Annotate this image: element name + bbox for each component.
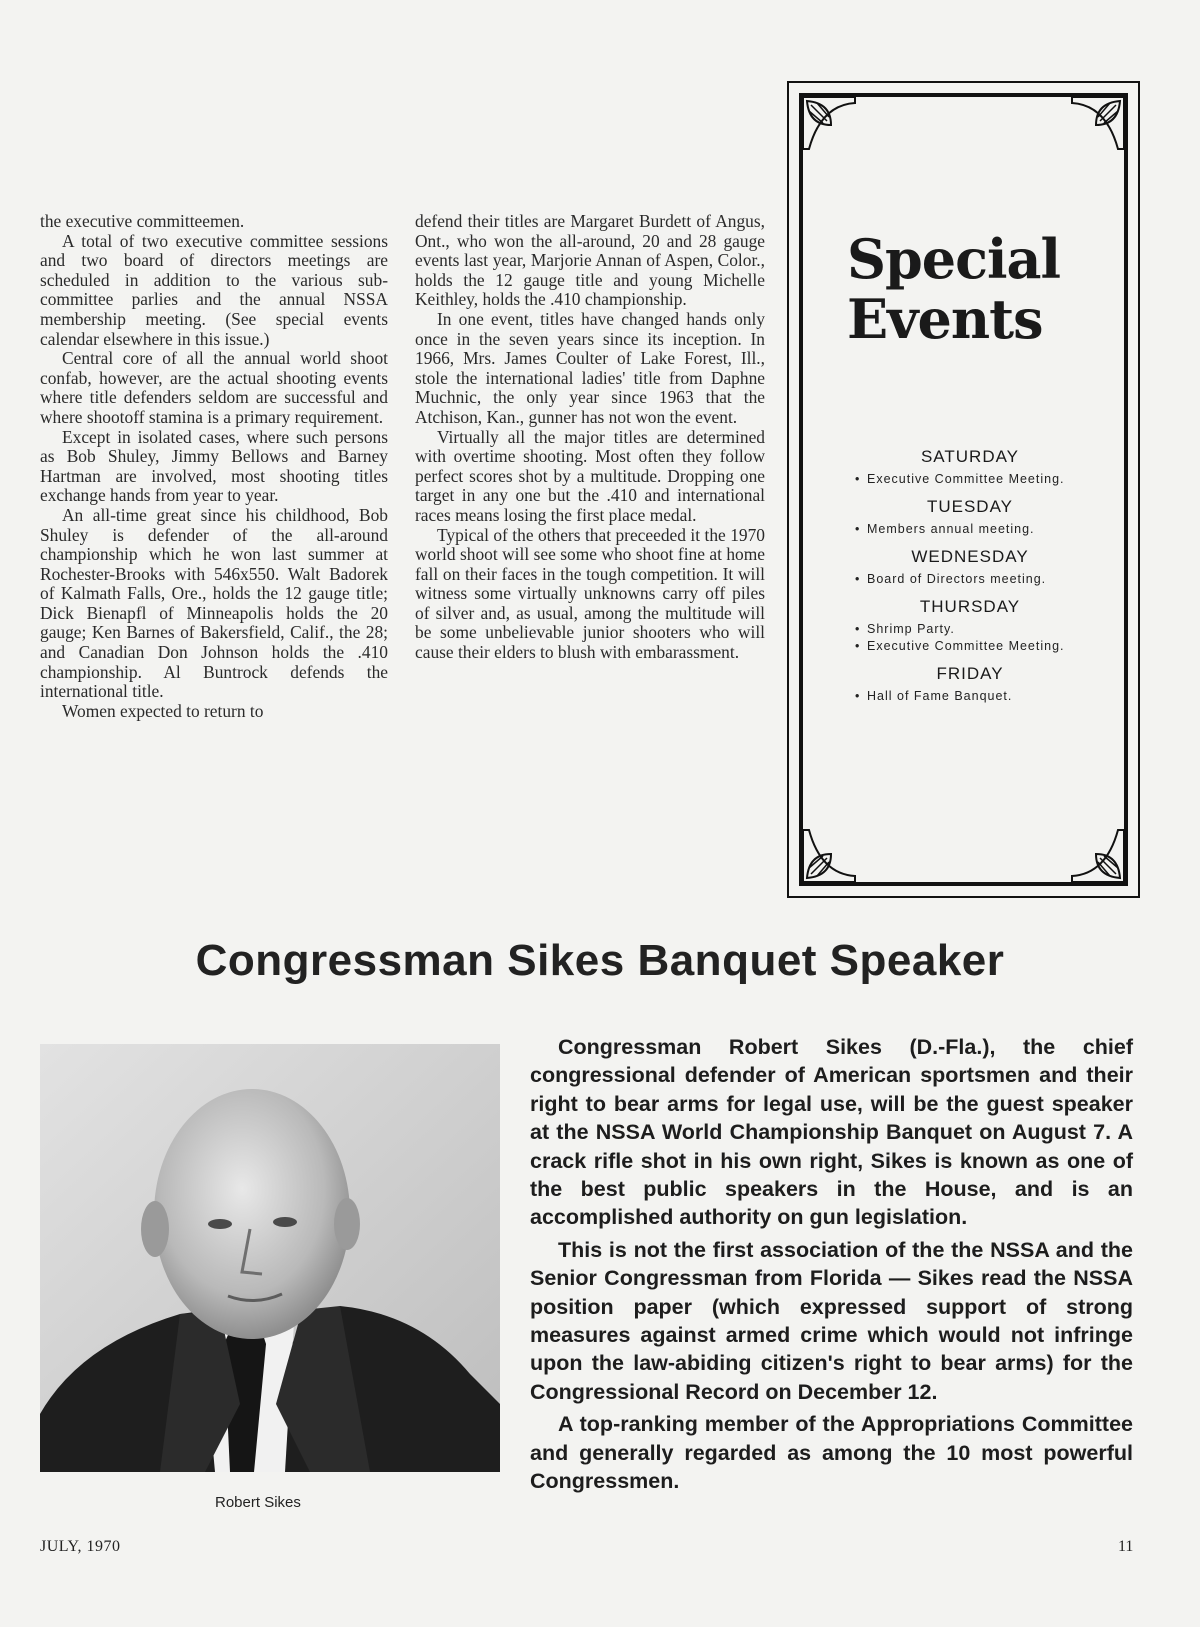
event-item-label: Shrimp Party.	[867, 622, 955, 636]
bullet-icon: •	[855, 622, 861, 636]
events-schedule	[855, 447, 1085, 714]
title-line: Events	[847, 287, 1043, 351]
column1-paragraph: Except in isolated cases, where such persons as Bob Shuley, Jimmy Bellows and Barney Hartman are involved, most shooting titles exchange hands from year to year.	[40, 426, 388, 506]
title-line: Special	[847, 227, 1061, 291]
event-item	[855, 471, 1085, 487]
special-events-box	[787, 81, 1140, 898]
event-item-label: Board of Directors meeting.	[867, 572, 1047, 586]
event-day: TUESDAY	[926, 497, 1014, 516]
column2-paragraph: In one event, titles have changed hands only once in the seven years since its inception. In 1966, Mrs. James Coulter of Lake Forest, Ill., stole the international ladies' title from Daphne Muchnic, the only year since 1963 that the Atchison, Kan., gunner has not won the event.	[415, 308, 765, 427]
column1-paragraph: the executive committeemen.	[40, 211, 245, 231]
column1-paragraph: Women expected to return to	[62, 700, 264, 721]
event-day: FRIDAY	[936, 664, 1004, 683]
column2-paragraph: Virtually all the major titles are determined with overtime shooting. Most often they follow perfect scores shot by a multitude. Dropping one target in any one but the .410 and international races means losing the first place medal.	[415, 426, 765, 525]
event-item	[855, 521, 1085, 537]
event-day-group	[855, 497, 1085, 537]
ornament-corner-icon	[801, 828, 857, 884]
issue-date: JULY, 1970	[40, 1538, 121, 1555]
article-paragraph: This is not the first association of the the NSSA and the Senior Congressman from Florida — Sikes read the NSSA position paper (which expressed support of strong measures against armed crime which would not infringe upon the law-abiding citizen's right to bear arms) for the Congressional Record on December 12.	[530, 1237, 1133, 1404]
event-item-label: Executive Committee Meeting.	[867, 472, 1065, 486]
article-headline: Congressman Sikes Banquet Speaker	[195, 936, 1005, 985]
event-item-label: Hall of Fame Banquet.	[867, 689, 1013, 703]
ornament-corner-icon	[801, 95, 857, 151]
article-column-2	[415, 212, 765, 663]
event-item	[855, 621, 1085, 637]
event-day-group	[855, 664, 1085, 704]
event-day-group	[855, 597, 1085, 654]
bullet-icon: •	[855, 689, 861, 703]
photo-caption: Robert Sikes	[215, 1494, 301, 1511]
event-item	[855, 638, 1085, 654]
page-number: 11	[1118, 1538, 1134, 1555]
bullet-icon: •	[855, 572, 861, 586]
article-paragraph: Congressman Robert Sikes (D.-Fla.), the chief congressional defender of American sportsmen and their right to bear arms for legal use, will be the guest speaker at the NSSA World Championship Banquet on August 7. A crack rifle shot in his own right, Sikes is known as one of the best public speakers in the House, and is an accomplished authority on gun legislation.	[530, 1035, 1133, 1230]
column1-paragraph: An all-time great since his childhood, Bob Shuley is defender of the all-around championship which he won last summer at Rochester-Brooks with 546x550. Walt Badorek of Kalmath Falls, Ore., holds the 12 gauge title; Dick Bienapfl of Minneapolis holds the 20 gauge; Ken Barnes of Bakersfield, Calif., the 28; and Canadian Don Johnson holds the .410 championship. Al Buntrock defends the international title.	[40, 504, 388, 702]
event-day-group	[855, 547, 1085, 587]
bullet-icon: •	[855, 639, 861, 653]
column1-paragraph: Central core of all the annual world shoot confab, however, are the actual shooting events where title defenders seldom are successful and where shootoff stamina is a primary requirement.	[40, 348, 388, 427]
event-day: WEDNESDAY	[911, 547, 1029, 566]
article-column-1	[40, 212, 388, 721]
event-day: THURSDAY	[919, 597, 1021, 616]
bullet-icon: •	[855, 472, 861, 486]
event-item	[855, 571, 1085, 587]
article-paragraph: A top-ranking member of the Appropriations Committee and generally regarded as among the 10 most powerful Congressmen.	[530, 1412, 1133, 1494]
event-item-label: Members annual meeting.	[867, 522, 1035, 536]
article-body	[530, 1033, 1133, 1500]
column2-paragraph: Typical of the others that preceeded it the 1970 world shoot will see some who shoot fine at home fall on their faces in the tough competition. It will witness some virtually unknowns carry off piles of silver and, as usual, among the multitude will be some unbelievable junior shooters who will cause their elders to blush with embarassment.	[415, 524, 765, 663]
event-item-label: Executive Committee Meeting.	[867, 639, 1065, 653]
ornament-corner-icon	[1070, 95, 1126, 151]
column2-paragraph: defend their titles are Margaret Burdett of Angus, Ont., who won the all-around, 20 and 28 gauge events last year, Marjorie Annan of Aspen, Color., holds the 12 gauge title and young Michelle Keithley, holds the .410 championship.	[415, 211, 765, 310]
event-item	[855, 688, 1085, 704]
special-events-frame	[799, 93, 1128, 886]
portrait-photo	[40, 1044, 500, 1472]
column1-paragraph: A total of two executive committee sessions and two board of directors meetings are scheduled in addition to the various sub-committee parlies and the annual NSSA membership meeting. (See special events calendar elsewhere in this issue.)	[40, 230, 388, 349]
bullet-icon: •	[855, 522, 861, 536]
event-day-group	[855, 447, 1085, 487]
special-events-title	[847, 229, 1107, 349]
event-day: SATURDAY	[920, 447, 1020, 466]
portrait-image	[40, 1044, 500, 1472]
ornament-corner-icon	[1070, 828, 1126, 884]
